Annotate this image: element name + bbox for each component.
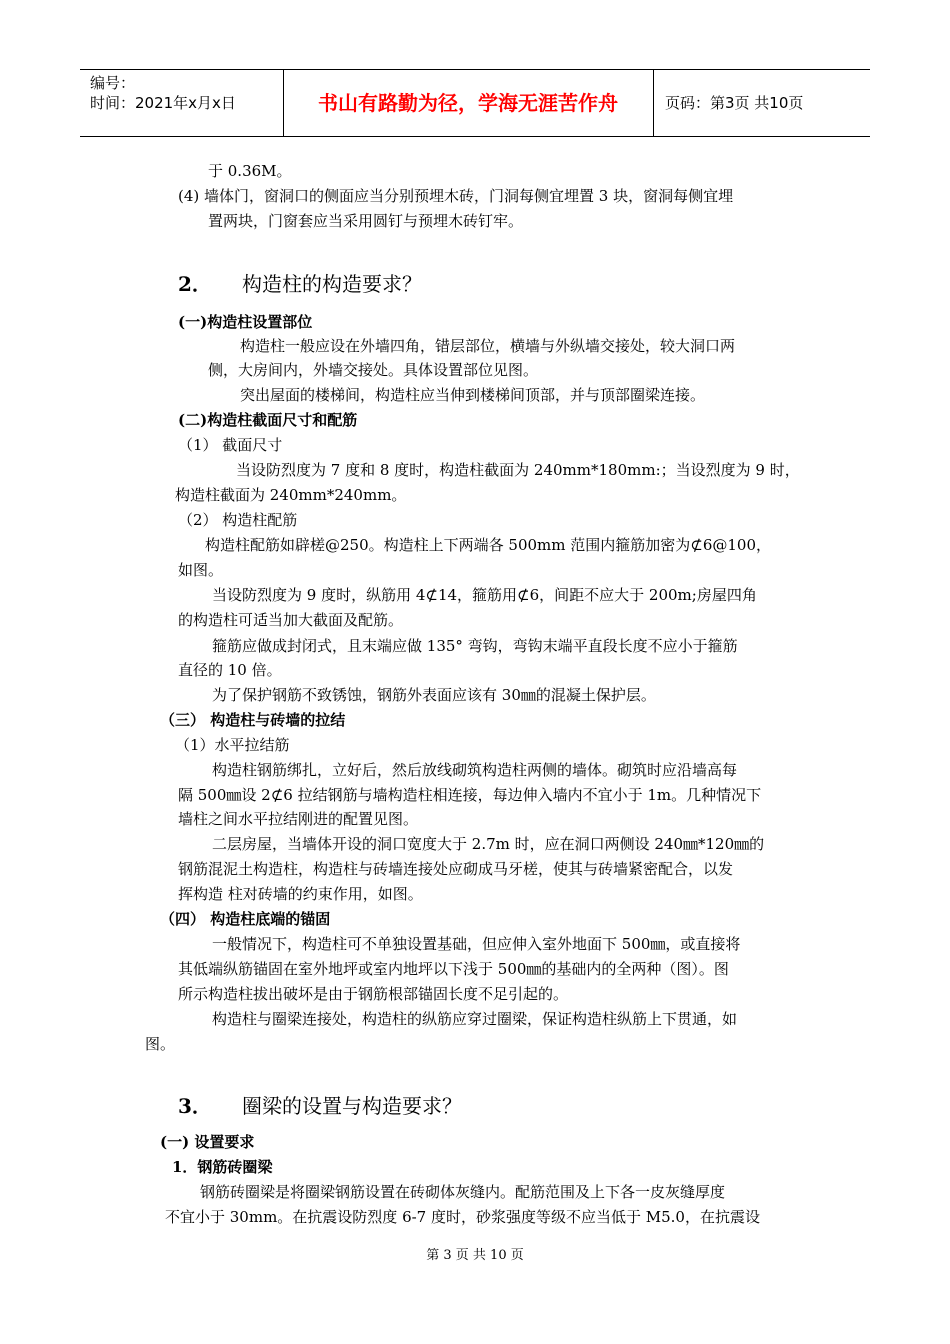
- item-heading: 1．钢筋砖圈梁: [172, 1158, 273, 1176]
- subsection-heading: （四） 构造柱底端的锚固: [160, 910, 331, 928]
- body-line: 其低端纵筋锚固在室外地坪或室内地坪以下浅于 500㎜的基础内的全两种（图）。图: [178, 960, 729, 978]
- header-divider: [653, 70, 654, 136]
- body-line: 的构造柱可适当加大截面及配筋。: [178, 611, 404, 629]
- body-line: 当设防烈度为 9 度时，纵筋用 4⊄14，箍筋用⊄6，间距不应大于 200m;房屋四角: [212, 586, 757, 604]
- body-line: 侧，大房间内，外墙交接处。具体设置部位见图。: [208, 361, 539, 379]
- body-line: (4) 墙体门，窗洞口的侧面应当分别预埋木砖，门洞每侧宜埋置 3 块，窗洞每侧宜埋: [178, 187, 734, 205]
- body-line: 于 0.36M。: [208, 162, 292, 180]
- body-line: 为了保护钢筋不致锈蚀，钢筋外表面应该有 30㎜的混凝土保护层。: [212, 686, 656, 704]
- body-line: 挥构造 柱对砖墙的约束作用，如图。: [178, 885, 423, 903]
- section-heading-2: [178, 271, 422, 297]
- header-time-label: 时间：2021年x月x日: [90, 94, 236, 112]
- body-line: 不宜小于 30mm。在抗震设防烈度 6-7 度时，砂浆强度等级不应当低于 M5.0，在抗震设: [165, 1208, 760, 1226]
- heading-number: 2．: [178, 272, 212, 296]
- body-line: 构造柱配筋如辟槎@250。构造柱上下两端各 500mm 范围内箍筋加密为⊄6@100，: [205, 536, 771, 554]
- page-footer: 第 3 页 共 10 页: [426, 1248, 524, 1263]
- body-line: 墙柱之间水平拉结刚进的配置见图。: [178, 810, 419, 828]
- body-line: 构造柱钢筋绑扎，立好后，然后放线砌筑构造柱两侧的墙体。砌筑时应沿墙高每: [212, 761, 738, 779]
- heading-number: 3．: [178, 1094, 212, 1118]
- page-header: [80, 69, 870, 137]
- body-line: 突出屋面的楼梯间，构造柱应当伸到楼梯间顶部，并与顶部圈梁连接。: [240, 386, 706, 404]
- header-page-number: 页码：第3页 共10页: [665, 94, 804, 112]
- header-meta: [90, 73, 236, 113]
- body-line: 构造柱一般应设在外墙四角，错层部位，横墙与外纵墙交接处，较大洞口两: [240, 337, 736, 355]
- header-motto: 书山有路勤为径，学海无涯苦作舟: [318, 91, 618, 115]
- body-line: 构造柱截面为 240mm*240mm。: [175, 486, 407, 504]
- body-line: 钢筋砖圈梁是将圈梁钢筋设置在砖砌体灰缝内。配筋范围及上下各一皮灰缝厚度: [200, 1183, 726, 1201]
- body-line: 二层房屋，当墙体开设的洞口宽度大于 2.7m 时，应在洞口两侧设 240㎜*120㎜的: [212, 835, 765, 853]
- body-line: 钢筋混泥土构造柱，构造柱与砖墙连接处应砌成马牙槎，使其与砖墙紧密配合，以发: [178, 860, 734, 878]
- item-heading: （1） 截面尺寸: [178, 436, 283, 454]
- body-line: 构造柱与圈梁连接处，构造柱的纵筋应穿过圈梁，保证构造柱纵筋上下贯通，如: [212, 1010, 738, 1028]
- body-line: 箍筋应做成封闭式，且末端应做 135° 弯钩，弯钩末端平直段长度不应小于箍筋: [212, 637, 738, 655]
- body-line: 所示构造柱拔出破坏是由于钢筋根部锚固长度不足引起的。: [178, 985, 569, 1003]
- body-line: 如图。: [178, 561, 224, 579]
- item-heading: （1）水平拉结筋: [175, 736, 290, 754]
- body-line: 图。: [145, 1035, 176, 1053]
- body-line: 置两块，门窗套应当采用圆钉与预埋木砖钉牢。: [208, 212, 524, 230]
- section-heading-3: [178, 1093, 462, 1119]
- subsection-heading: (一) 设置要求: [160, 1133, 255, 1151]
- subsection-heading: (一)构造柱设置部位: [178, 313, 313, 331]
- subsection-heading: (二)构造柱截面尺寸和配筋: [178, 411, 358, 429]
- heading-text: 圈梁的设置与构造要求？: [242, 1094, 462, 1118]
- item-heading: （2） 构造柱配筋: [178, 511, 298, 529]
- body-line: 一般情况下，构造柱可不单独设置基础，但应伸入室外地面下 500㎜，或直接将: [212, 935, 741, 953]
- body-line: 隔 500㎜设 2⊄6 拉结钢筋与墙构造柱相连接，每边伸入墙内不宜小于 1m。几种情况下: [178, 786, 762, 804]
- body-line: 当设防烈度为 7 度和 8 度时，构造柱截面为 240mm*180mm:；当设烈度为 9 时，: [236, 461, 800, 479]
- body-line: 直径的 10 倍。: [178, 661, 282, 679]
- heading-text: 构造柱的构造要求？: [242, 272, 422, 296]
- header-number-label: 编号：: [90, 74, 136, 92]
- subsection-heading: （三） 构造柱与砖墙的拉结: [160, 711, 346, 729]
